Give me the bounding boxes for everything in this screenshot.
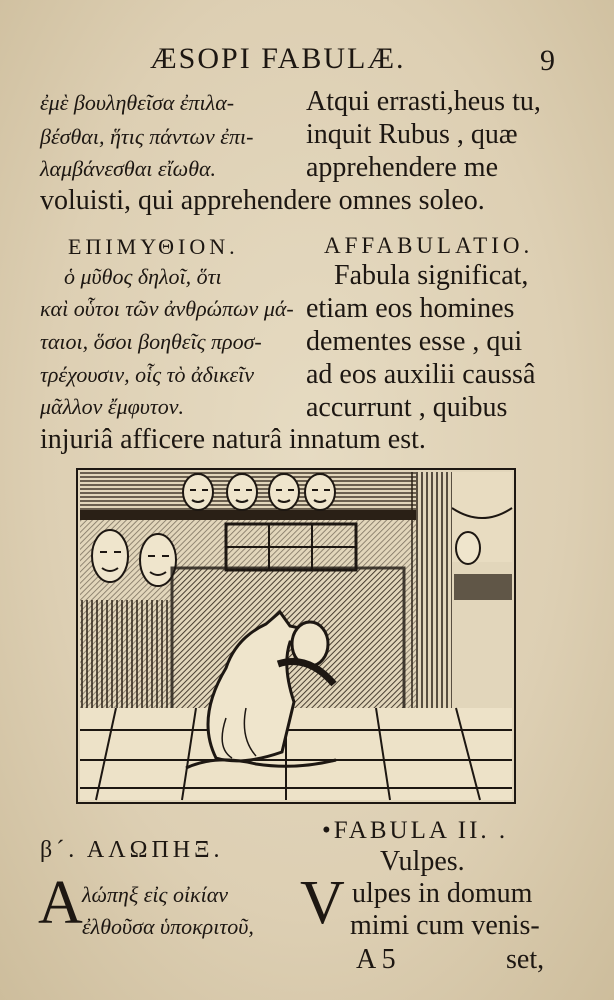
greek-line: τρέχουσιν, οἷς τὸ ἀδικεῖν — [40, 362, 255, 387]
latin-line: dementes esse , qui — [306, 326, 523, 357]
greek-line: καὶ οὗτοι τῶν ἀνθρώπων μά- — [40, 296, 294, 321]
latin-fable-title: Vulpes. — [380, 846, 465, 877]
greek-line: μᾶλλον ἔμφυτον. — [40, 394, 185, 419]
greek-line: ἐμὲ βουληθεῖσα ἐπιλα- — [40, 90, 235, 115]
running-title: ÆSOPI FABULÆ. — [150, 42, 406, 75]
latin-line: apprehendere me — [306, 152, 498, 183]
greek-drop-initial: Α — [38, 869, 83, 937]
latin-moral-heading: AFFABULATIO. — [324, 233, 534, 258]
latin-drop-initial: V — [300, 869, 345, 937]
page-number: 9 — [540, 44, 555, 77]
latin-line: Fabula significat, — [334, 260, 529, 291]
latin-line: inquit Rubus , quæ — [306, 119, 518, 150]
greek-line: ἐλθοῦσα ὑποκριτοῦ, — [82, 914, 254, 939]
greek-fable-heading: β´. ΑΛΩΠΗΞ. — [40, 837, 224, 863]
latin-line: ulpes in domum — [352, 878, 533, 909]
greek-line: λαμβάνεσθαι εἴωθα. — [40, 156, 217, 181]
greek-line: βέσθαι, ἥτις πάντων ἐπι- — [40, 124, 254, 149]
latin-line: ad eos auxilii caussâ — [306, 359, 536, 390]
latin-line: etiam eos homines — [306, 293, 515, 324]
signature-mark: A 5 — [356, 944, 396, 975]
latin-full-line: injuriâ afficere naturâ innatum est. — [40, 424, 426, 455]
latin-line: Atqui errasti,heus tu, — [306, 86, 541, 117]
catchword: set, — [506, 944, 545, 975]
greek-line: ὁ μῦθος δηλοῖ, ὅτι — [64, 264, 222, 289]
woodcut-illustration — [76, 468, 516, 804]
latin-fable-heading: •FABULA II. . — [322, 817, 509, 844]
greek-moral-heading: ΕΠΙΜΥΘΙΟΝ. — [68, 234, 239, 259]
latin-full-line: voluisti, qui apprehendere omnes soleo. — [40, 185, 485, 216]
greek-line: ταιοι, ὅσοι βοηθεῖς προσ- — [40, 329, 262, 354]
greek-line: λώπηξ εἰς οἰκίαν — [82, 882, 229, 907]
latin-line: mimi cum venis- — [350, 910, 540, 941]
latin-line: accurrunt , quibus — [306, 392, 508, 423]
